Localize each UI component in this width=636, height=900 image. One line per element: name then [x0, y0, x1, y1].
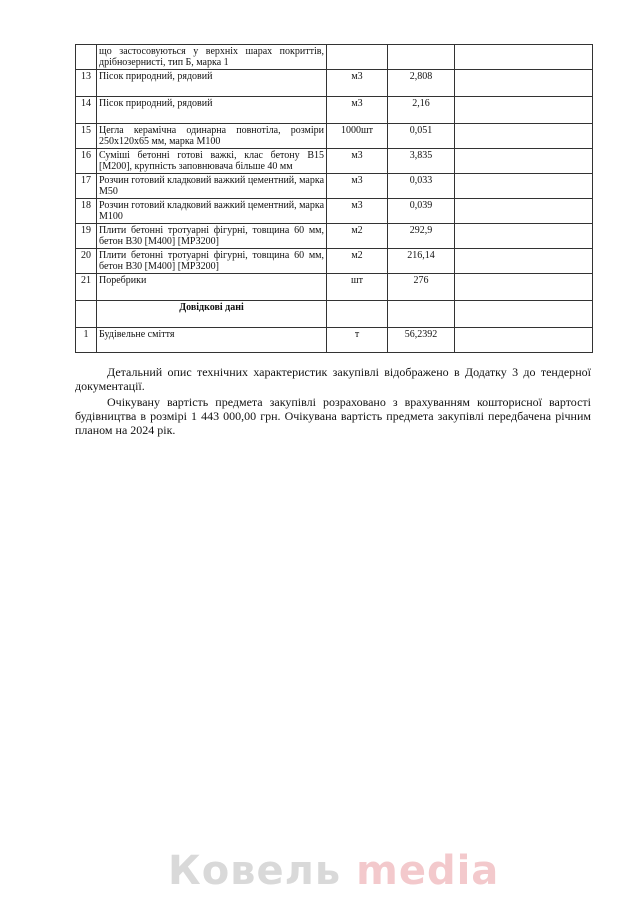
row-name: Цегла керамічна одинарна повнотіла, розміри 250х120х65 мм, марка М100	[97, 124, 327, 149]
row-number: 20	[76, 249, 97, 274]
row-name: Пісок природний, рядовий	[97, 97, 327, 124]
row-name: Поребрики	[97, 274, 327, 301]
row-number: 15	[76, 124, 97, 149]
row-note	[455, 249, 593, 274]
row-number: 18	[76, 199, 97, 224]
row-quantity: 2,808	[388, 70, 455, 97]
section-note-cell	[455, 301, 593, 328]
reference-row	[76, 328, 593, 353]
row-note	[455, 45, 593, 70]
section-unit-cell	[327, 301, 388, 328]
table-row	[76, 224, 593, 249]
section-header-row	[76, 301, 593, 328]
row-unit: м2	[327, 249, 388, 274]
row-name: Розчин готовий кладковий важкий цементний, марка М100	[97, 199, 327, 224]
table-row	[76, 199, 593, 224]
materials-table-body	[76, 45, 593, 301]
section-num-cell	[76, 301, 97, 328]
row-name: Суміші бетонні готові важкі, клас бетону В15 [М200], крупність заповнювача більше 40 мм	[97, 149, 327, 174]
table-row	[76, 124, 593, 149]
row-number: 14	[76, 97, 97, 124]
row-number: 19	[76, 224, 97, 249]
table-row	[76, 97, 593, 124]
row-note	[455, 224, 593, 249]
row-note	[455, 97, 593, 124]
section-qty-cell	[388, 301, 455, 328]
watermark-part-1: Ковель	[168, 848, 342, 894]
row-unit: шт	[327, 274, 388, 301]
row-note	[455, 174, 593, 199]
row-number: 17	[76, 174, 97, 199]
row-unit: м3	[327, 199, 388, 224]
section-title: Довідкові дані	[97, 301, 327, 328]
paragraph-technical-description: Детальний опис технічних характеристик закупівлі відображено в Додатку 3 до тендерної документації.	[75, 365, 591, 393]
row-unit: м2	[327, 224, 388, 249]
table-row	[76, 45, 593, 70]
row-note	[455, 274, 593, 301]
row-name: Пісок природний, рядовий	[97, 70, 327, 97]
row-quantity: 0,033	[388, 174, 455, 199]
row-unit: м3	[327, 174, 388, 199]
row-quantity: 0,039	[388, 199, 455, 224]
row-number: 13	[76, 70, 97, 97]
row-quantity: 216,14	[388, 249, 455, 274]
watermark-logo	[168, 848, 499, 894]
row-number	[76, 45, 97, 70]
materials-table	[75, 44, 593, 353]
row-quantity: 0,051	[388, 124, 455, 149]
row-quantity: 276	[388, 274, 455, 301]
watermark-part-2: media	[356, 848, 500, 894]
row-note	[455, 70, 593, 97]
row-name: Плити бетонні тротуарні фігурні, товщина 60 мм, бетон В30 [М400] [МРЗ200]	[97, 224, 327, 249]
table-row	[76, 149, 593, 174]
row-quantity: 3,835	[388, 149, 455, 174]
row-name: Плити бетонні тротуарні фігурні, товщина 60 мм, бетон В30 [М400] [МРЗ200]	[97, 249, 327, 274]
row-unit	[327, 45, 388, 70]
row-unit: м3	[327, 70, 388, 97]
table-row	[76, 174, 593, 199]
row-quantity: 2,16	[388, 97, 455, 124]
row-quantity: 292,9	[388, 224, 455, 249]
reference-row-note	[455, 328, 593, 353]
reference-row-name: Будівельне сміття	[97, 328, 327, 353]
reference-row-quantity: 56,2392	[388, 328, 455, 353]
row-number: 16	[76, 149, 97, 174]
row-number: 21	[76, 274, 97, 301]
row-name: що застосовуються у верхніх шарах покриттів, дрібнозернисті, тип Б, марка 1	[97, 45, 327, 70]
table-row	[76, 70, 593, 97]
row-note	[455, 149, 593, 174]
paragraph-expected-cost: Очікувану вартість предмета закупівлі розраховано з врахуванням кошторисної вартості будівництва в розмірі 1 443 000,00 грн. Очікувана вартість предмета закупівлі передбачена річним планом на 2024 рік.	[75, 395, 591, 437]
reference-row-number: 1	[76, 328, 97, 353]
table-row	[76, 274, 593, 301]
row-note	[455, 124, 593, 149]
row-unit: 1000шт	[327, 124, 388, 149]
row-unit: м3	[327, 97, 388, 124]
row-note	[455, 199, 593, 224]
reference-row-unit: т	[327, 328, 388, 353]
row-name: Розчин готовий кладковий важкий цементний, марка М50	[97, 174, 327, 199]
row-unit: м3	[327, 149, 388, 174]
row-quantity	[388, 45, 455, 70]
table-row	[76, 249, 593, 274]
